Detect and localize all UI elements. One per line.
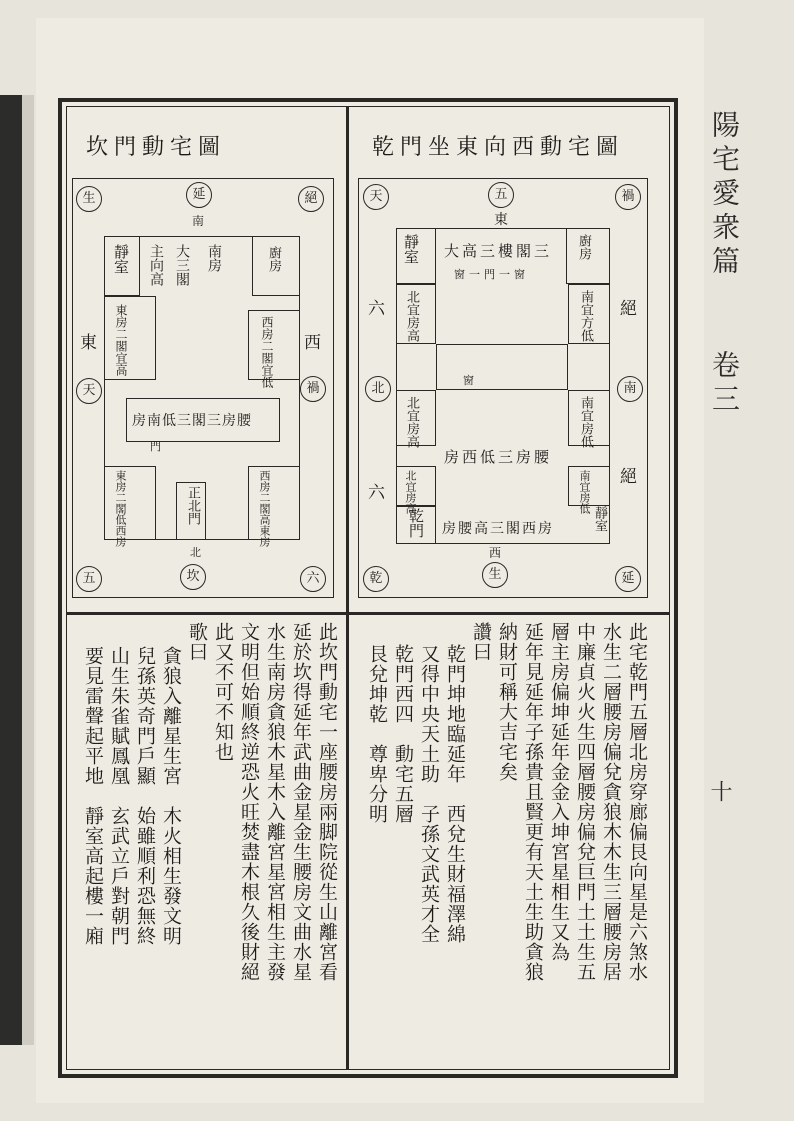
- corner-sheng-l: 生: [76, 186, 102, 212]
- side-huo-l: 禍: [300, 376, 326, 402]
- corner-huo: 禍: [615, 184, 641, 210]
- corner-jue-l: 絕: [298, 186, 324, 212]
- cell-l-c3: 南房: [206, 244, 222, 272]
- text-right-4: 層主房偏坤延年金金入坤宮星相生又為: [548, 622, 570, 962]
- cell-l-left-1-text: 東房二閣宜高: [114, 304, 128, 376]
- ge-2: 兒孫英奇門戶顯 始雖順利恐無終: [134, 646, 156, 946]
- text-left-2: 延於坎得延年武曲金星金生腰房文曲水星: [290, 622, 312, 982]
- side-liu-1: 六: [368, 299, 385, 319]
- corner-kan-l: 坎: [180, 564, 206, 590]
- cell-bottom-jingshi: 靜室: [592, 506, 607, 532]
- cell-jingshi-text: 靜室: [402, 234, 420, 264]
- dir-east: 東: [494, 212, 508, 228]
- corner-wu: 五: [488, 182, 514, 208]
- text-right-6: 納財可稱大吉宅矣: [496, 622, 518, 782]
- ge-1: 貪狼入離星生宮 木火相生發文明: [160, 646, 182, 946]
- side-west-l: 西: [304, 333, 321, 353]
- text-right-1: 此宅乾門五層北房穿廊偏艮向星是六煞水: [626, 622, 648, 982]
- cell-l-left-2-text: 東房二閣低西房: [114, 470, 127, 547]
- side-nan: 南: [617, 376, 643, 402]
- text-left-4: 文明但始順終逆恐火旺焚盡木根久後財絕: [238, 622, 260, 982]
- side-jue-1: 絕: [620, 299, 637, 319]
- cell-door-window: 窗一門一窗: [454, 268, 529, 281]
- side-bei: 北: [365, 376, 391, 402]
- cell-center-marks: 窗: [463, 374, 488, 387]
- side-jue-2: 絕: [620, 467, 637, 487]
- cell-l-right-1: [248, 310, 300, 380]
- qian-gate-text: 乾門: [407, 508, 425, 538]
- cell-l-left-2: [104, 466, 156, 540]
- cell-l-marks: 門: [150, 440, 173, 453]
- corner-yan: 延: [615, 566, 641, 592]
- dir-north-l: 北: [190, 546, 201, 559]
- corner-yan-l: 延: [186, 182, 212, 208]
- side-title: 陽宅愛衆篇: [708, 110, 741, 280]
- ge-3: 山生朱雀賦鳳凰 玄武立戶對朝門: [108, 646, 130, 946]
- side-east-l: 東: [80, 333, 97, 353]
- cell-top-main: 大高三樓閣三: [444, 242, 553, 260]
- cell-right-1-text: 南宜方低: [578, 290, 593, 342]
- text-right-3: 中廉貞火火生四層腰房偏兌巨門土土生五: [574, 622, 596, 982]
- cell-left-3-text: 北宜房高: [404, 470, 417, 514]
- column-divider: [346, 106, 349, 1070]
- cell-l-c2: 大三閣: [174, 244, 190, 286]
- page-marker: 十: [707, 780, 732, 808]
- diagram-right-title: 乾門坐東向西動宅圖: [372, 135, 625, 160]
- zan-1: 乾門坤地臨延年 西兌生財福澤綿: [444, 644, 466, 944]
- cell-l-jingshi-text: 靜室: [112, 244, 130, 274]
- zan-4: 艮兌坤乾 尊卑分明: [366, 644, 388, 824]
- corner-qian: 乾: [363, 566, 389, 592]
- dir-south-l: 南: [192, 214, 205, 228]
- zan-2: 又得中央天土助 子孫文武英才全: [418, 644, 440, 944]
- cell-row-mid: 房西低三房腰: [444, 448, 553, 466]
- text-right-5: 延年見延年子孫貴且賢更有天土生助貪狼: [522, 622, 544, 982]
- cell-bottom-main: 房腰高三閣西房: [442, 521, 554, 537]
- ge-4: 要見雷聲起平地 靜室高起樓一廂: [82, 646, 104, 946]
- cell-l-right-1-text: 西房二閣宜低: [260, 316, 274, 388]
- cell-center-court: [436, 344, 568, 390]
- section-divider: [66, 612, 670, 615]
- text-left-3: 水生南房貪狼木星木入離宮星宮相生主發: [264, 622, 286, 982]
- cell-l-right-2: [248, 466, 300, 540]
- book-spine-shadow: [0, 95, 22, 1045]
- corner-liu-l: 六: [300, 566, 326, 592]
- cell-right-3-text: 南宜房低: [578, 470, 591, 514]
- cell-left-1-text: 北宜房高: [404, 290, 419, 342]
- dir-west: 西: [489, 546, 502, 560]
- cell-l-c1: 主向高: [148, 244, 164, 286]
- ge-label: 歌曰: [186, 622, 208, 662]
- cell-l-chufang-text: 廚房: [266, 246, 281, 272]
- cell-right-2-text: 南宜房低: [578, 396, 593, 448]
- diagram-left-title: 坎門動宅圖: [86, 135, 227, 160]
- book-page-edge: [22, 95, 34, 1045]
- corner-wu-l: 五: [76, 566, 102, 592]
- text-right-2: 水生二層腰房偏兌貪狼木木生三層腰房居: [600, 622, 622, 982]
- volume-label: 卷三: [708, 350, 741, 418]
- cell-chufang-text: 廚房: [576, 234, 591, 260]
- cell-l-mid-text: 房南低三閣三房腰: [132, 413, 252, 429]
- zan-label: 讚曰: [470, 622, 492, 662]
- text-left-5: 此又不可不知也: [212, 622, 234, 762]
- corner-sheng: 生: [482, 562, 508, 588]
- side-tian-l: 天: [76, 378, 102, 404]
- kan-gate-text: 正北門: [185, 486, 200, 525]
- corner-tian: 天: [363, 184, 389, 210]
- cell-left-2-text: 北宜房高: [404, 396, 419, 448]
- cell-l-left-1: [104, 296, 156, 380]
- zan-3: 乾門西四 動宅五層: [392, 644, 414, 824]
- cell-l-right-2-text: 西房二閣高東房: [258, 470, 271, 547]
- side-liu-2: 六: [368, 483, 385, 503]
- text-left-1: 此坎門動宅一座腰房兩脚院從生山離宮看: [316, 622, 338, 982]
